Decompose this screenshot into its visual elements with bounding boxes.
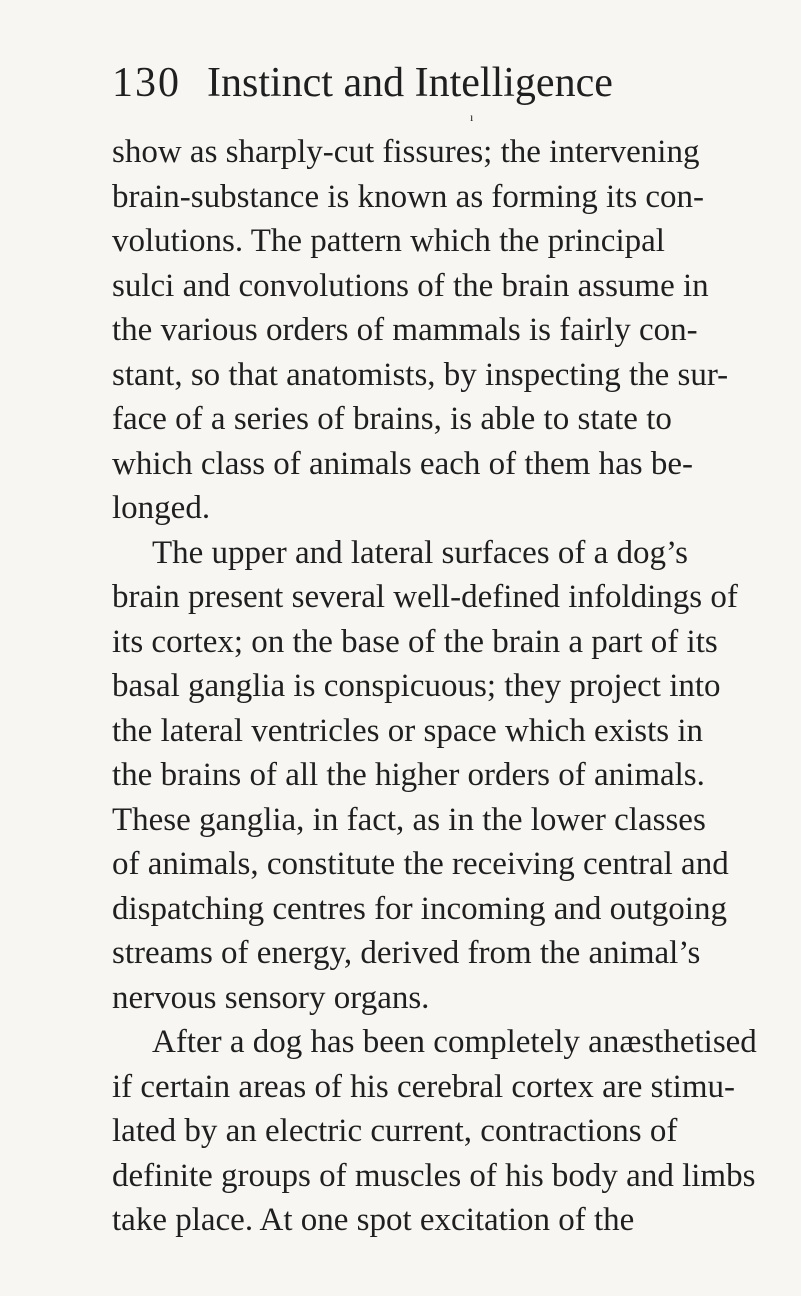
text-line: take place. At one spot excitation of the [112, 1202, 635, 1238]
text-line: sulci and convolutions of the brain assume in [112, 267, 709, 304]
body-text [112, 130, 801, 1243]
text-line: brain-substance is known as forming its con- [112, 178, 705, 215]
text-line: the brains of all the higher orders of animals. [112, 757, 705, 793]
text-line: the various orders of mammals is fairly con- [112, 312, 698, 348]
text-line: nervous sensory organs. [112, 979, 430, 1016]
text-line: stant, so that anatomists, by inspecting the sur- [112, 356, 729, 393]
printer-mark: ı [470, 110, 474, 124]
text-line: streams of energy, derived from the animal’s [112, 935, 701, 971]
text-line: volutions. The pattern which the principal [112, 223, 665, 259]
text-line: definite groups of muscles of his body and limbs [112, 1157, 756, 1194]
text-line: dispatching centres for incoming and outgoing [112, 890, 727, 927]
text-line: brain present several well-defined infoldings of [112, 579, 738, 615]
text-line: its cortex; on the base of the brain a part of its [112, 623, 718, 660]
paragraph-2 [112, 531, 801, 1021]
text-line: lated by an electric current, contractions of [112, 1113, 678, 1149]
text-line: the lateral ventricles or space which exists in [112, 712, 704, 749]
running-header [112, 62, 613, 104]
text-line: show as sharply-cut fissures; the intervening [112, 134, 700, 170]
text-line: which class of animals each of them has be- [112, 445, 693, 482]
text-line: face of a series of brains, is able to state to [112, 401, 672, 437]
paragraph-3 [112, 1020, 801, 1243]
text-line: longed. [112, 490, 211, 526]
text-line: These ganglia, in fact, as in the lower classes [112, 801, 706, 838]
page-number: 130 [112, 60, 181, 106]
text-line: basal ganglia is conspicuous; they project into [112, 668, 721, 704]
text-line: After a dog has been completely anæsthetised [152, 1024, 757, 1060]
text-line: of animals, constitute the receiving central and [112, 846, 729, 882]
running-title: Instinct and Intelligence [207, 60, 613, 106]
text-line: if certain areas of his cerebral cortex are stimu- [112, 1068, 736, 1105]
paragraph-1 [112, 130, 801, 531]
text-line: The upper and lateral surfaces of a dog’s [152, 534, 689, 571]
